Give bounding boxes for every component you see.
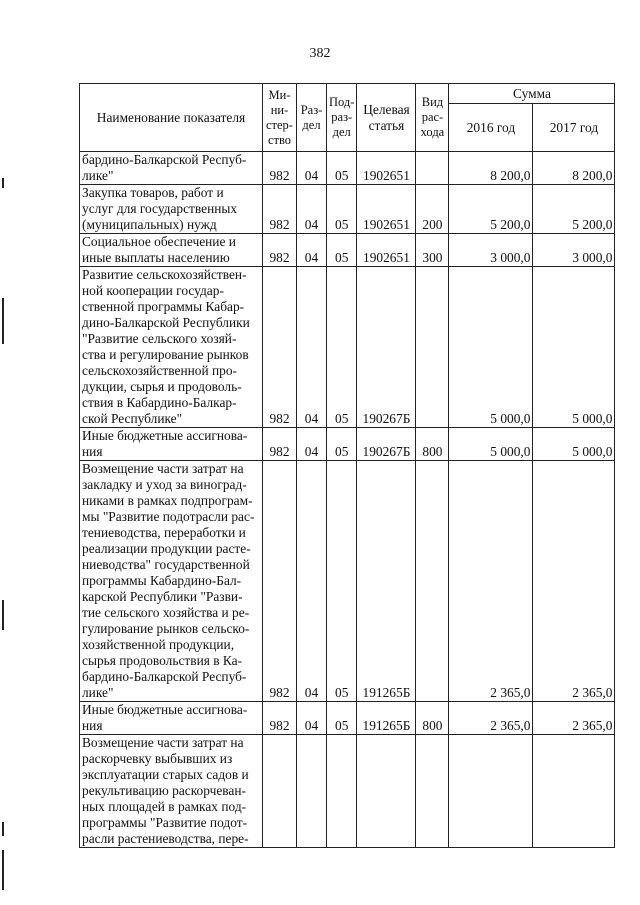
header-sum: Сумма (449, 84, 615, 104)
cell-section: 04 (297, 267, 327, 428)
cell-target: 1902651 (357, 152, 416, 185)
cell-subsection: 05 (327, 185, 357, 234)
cell-name: Возмещение части затрат на закладку и уход за виноград- никами в рамках подпрограм- мы "Развитие подотрасли рас- тениеводства, переработки и реализации продукции расте- ниеводства" государственной программы Кабардино-Бал- карской Республики "Разви- тие сельского хозяйства и ре- гулирование рынков сельско- хозяйственной продукции, сырья продовольствия в Ка- бардино-Балкарской Респуб- лике" (80, 461, 263, 702)
header-target: Целевая статья (357, 84, 416, 152)
cell-expense-type: 800 (416, 702, 449, 735)
cell-expense-type (416, 267, 449, 428)
cell-2016: 5 200,0 (449, 185, 533, 234)
cell-2016: 2 365,0 (449, 461, 533, 702)
header-section: Раз- дел (297, 84, 327, 152)
cell-expense-type: 800 (416, 428, 449, 461)
budget-table (79, 83, 615, 848)
cell-ministry: 982 (263, 428, 297, 461)
cell-section: 04 (297, 185, 327, 234)
cell-ministry: 982 (263, 461, 297, 702)
cell-2017: 3 000,0 (533, 234, 615, 267)
cell-subsection: 05 (327, 267, 357, 428)
header-2017: 2017 год (533, 104, 615, 152)
cell-expense-type (416, 735, 449, 848)
table-header (80, 84, 615, 152)
cell-section (297, 735, 327, 848)
cell-subsection: 05 (327, 461, 357, 702)
cell-target: 1902651 (357, 185, 416, 234)
cell-ministry: 982 (263, 702, 297, 735)
cell-ministry: 982 (263, 152, 297, 185)
margin-mark (2, 850, 4, 890)
cell-target: 191265Б (357, 461, 416, 702)
cell-subsection: 05 (327, 702, 357, 735)
cell-target: 190267Б (357, 428, 416, 461)
cell-ministry (263, 735, 297, 848)
table-row (80, 152, 615, 185)
margin-mark (2, 298, 4, 344)
cell-2017: 2 365,0 (533, 702, 615, 735)
cell-ministry: 982 (263, 185, 297, 234)
cell-name: Развитие сельскохозяйствен- ной кооперации государ- ственной программы Кабар- дино-Балкарской Республики "Развитие сельского хозяй- ства и регулирование рынков сельскохозяйственной про- дукции, сырья и продоволь- ствия в Кабардино-Балкар- ской Республике" (80, 267, 263, 428)
header-name: Наименование показателя (80, 84, 263, 152)
cell-name: Иные бюджетные ассигнова- ния (80, 702, 263, 735)
cell-2016: 8 200,0 (449, 152, 533, 185)
table-row (80, 234, 615, 267)
cell-2017: 8 200,0 (533, 152, 615, 185)
cell-2016: 3 000,0 (449, 234, 533, 267)
cell-2016: 2 365,0 (449, 702, 533, 735)
cell-2017: 5 000,0 (533, 267, 615, 428)
cell-name: бардино-Балкарской Респуб- лике" (80, 152, 263, 185)
cell-name: Закупка товаров, работ и услуг для государственных (муниципальных) нужд (80, 185, 263, 234)
margin-mark (2, 178, 4, 188)
header-expense-type: Вид рас- хода (416, 84, 449, 152)
cell-name: Иные бюджетные ассигнова- ния (80, 428, 263, 461)
header-subsection: Под- раз- дел (327, 84, 357, 152)
cell-target: 1902651 (357, 234, 416, 267)
cell-2016: 5 000,0 (449, 428, 533, 461)
cell-section: 04 (297, 234, 327, 267)
cell-name: Социальное обеспечение и иные выплаты населению (80, 234, 263, 267)
cell-section: 04 (297, 428, 327, 461)
cell-expense-type (416, 152, 449, 185)
cell-target: 191265Б (357, 702, 416, 735)
table-row (80, 735, 615, 848)
margin-mark (2, 822, 4, 836)
cell-2016 (449, 735, 533, 848)
cell-subsection: 05 (327, 152, 357, 185)
cell-subsection: 05 (327, 428, 357, 461)
table-row (80, 702, 615, 735)
cell-target: 190267Б (357, 267, 416, 428)
cell-2017: 5 200,0 (533, 185, 615, 234)
cell-section: 04 (297, 702, 327, 735)
cell-expense-type: 200 (416, 185, 449, 234)
cell-ministry: 982 (263, 267, 297, 428)
cell-name: Возмещение части затрат на раскорчевку выбывших из эксплуатации старых садов и рекультивацию раскорчеван- ных площадей в рамках под- программы "Развитие подот- расли растениеводства, пере- (80, 735, 263, 848)
table-body (80, 152, 615, 848)
cell-2017: 2 365,0 (533, 461, 615, 702)
cell-section: 04 (297, 152, 327, 185)
table-row (80, 461, 615, 702)
cell-target (357, 735, 416, 848)
cell-ministry: 982 (263, 234, 297, 267)
header-ministry: Ми- ни- стер- ство (263, 84, 297, 152)
table-row (80, 428, 615, 461)
table-row (80, 267, 615, 428)
cell-2017: 5 000,0 (533, 428, 615, 461)
cell-subsection: 05 (327, 234, 357, 267)
margin-mark (2, 600, 4, 630)
page-number: 382 (309, 46, 331, 61)
cell-subsection (327, 735, 357, 848)
cell-expense-type (416, 461, 449, 702)
header-2016: 2016 год (449, 104, 533, 152)
cell-section: 04 (297, 461, 327, 702)
cell-expense-type: 300 (416, 234, 449, 267)
cell-2017 (533, 735, 615, 848)
table-row (80, 185, 615, 234)
cell-2016: 5 000,0 (449, 267, 533, 428)
